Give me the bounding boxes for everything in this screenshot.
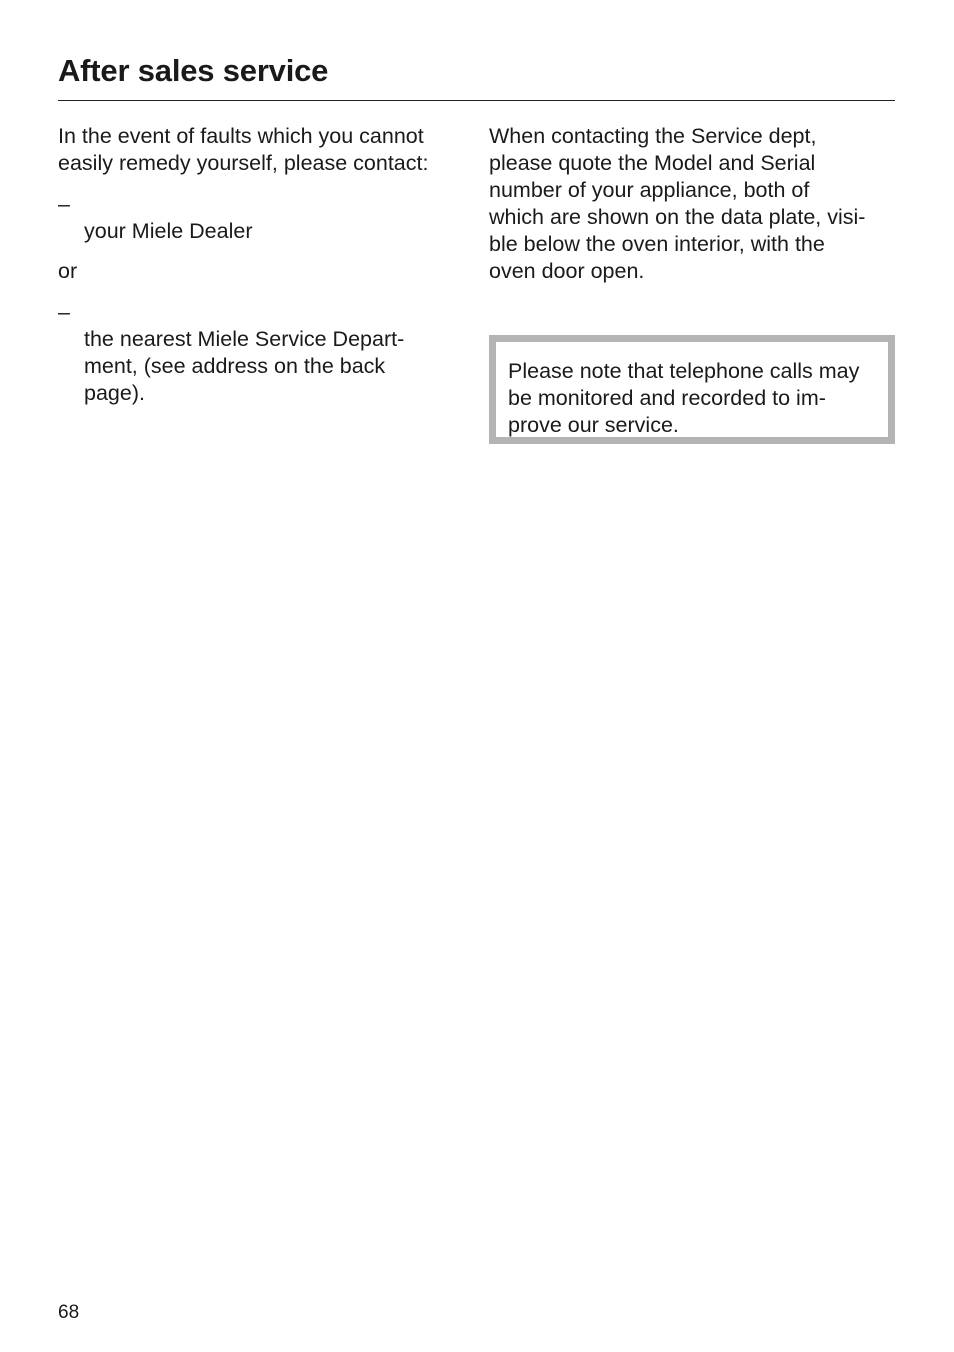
dash-bullet-icon: –	[58, 192, 70, 216]
list-item-service-department	[58, 299, 468, 407]
page-number: 68	[58, 1302, 80, 1323]
contact-paragraph: When contacting the Service dept, please quote the Model and Serial number of your appliance, both of which are shown on the data plate, visi- ble below the oven interior, with the oven door open.	[489, 124, 866, 283]
or-text: or	[58, 259, 78, 283]
dash-bullet-icon: –	[58, 300, 70, 324]
title-divider	[58, 100, 895, 101]
list-item-dealer	[58, 191, 468, 245]
note-text: Please note that telephone calls may be monitored and recorded to im- prove our service.	[508, 359, 860, 437]
left-column	[58, 123, 468, 407]
right-column	[489, 123, 899, 285]
note-box	[489, 335, 895, 444]
intro-paragraph: In the event of faults which you cannot easily remedy yourself, please contact:	[58, 124, 429, 175]
page-title: After sales service	[58, 53, 329, 88]
list-item-dealer-text: your Miele Dealer	[84, 219, 253, 243]
list-item-service-department-text: the nearest Miele Service Depart- ment, (see address on the back page).	[84, 327, 405, 405]
